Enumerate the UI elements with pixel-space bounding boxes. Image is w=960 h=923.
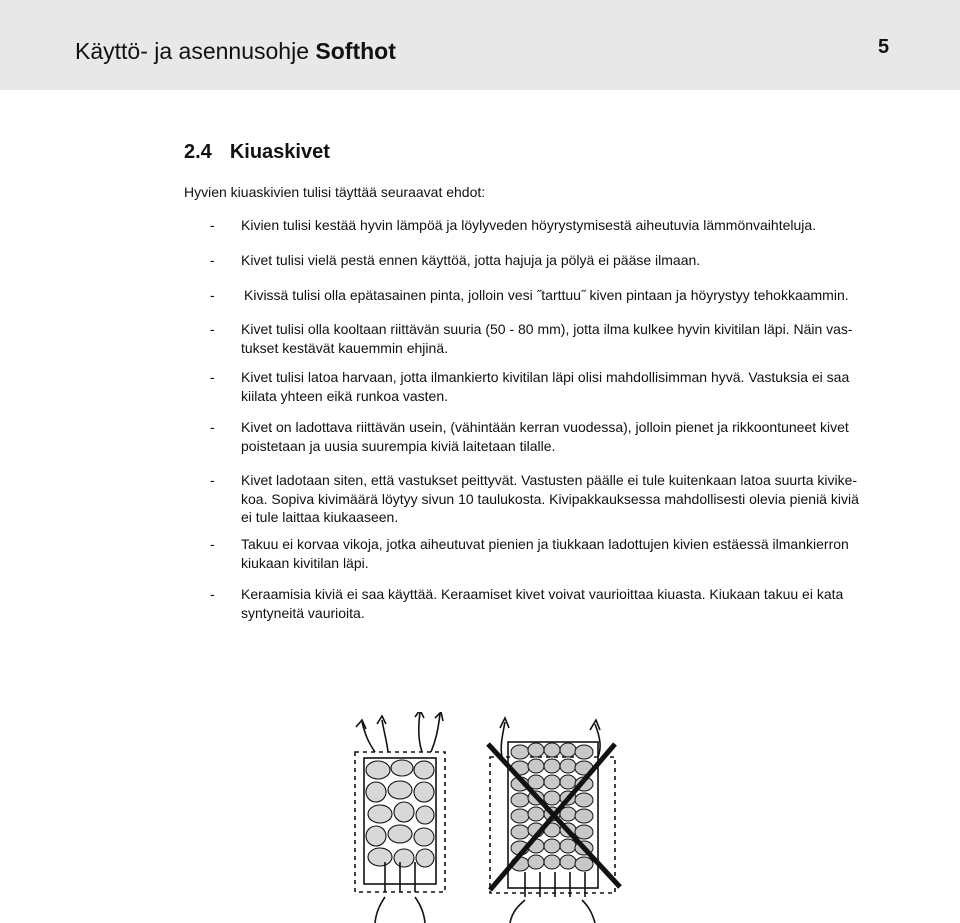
bullet-text (241, 535, 891, 572)
stone-placement-figures (330, 712, 890, 923)
bullet-line: Kivet tulisi latoa harvaan, jotta ilmankierto kivitilan läpi olisi mahdollisimman hyvä. Vastuksia ei saa (241, 369, 850, 385)
bullet-dash: - (210, 217, 215, 233)
title-product: Softhot (315, 38, 396, 64)
bullet-line: Takuu ei korvaa vikoja, jotka aiheutuvat pienien ja tiukkaan ladottujen kivien estäessä ilmankierron (241, 536, 849, 552)
bullet-line: Kivet on ladottava riittävän usein, (vähintään kerran vuodessa), jolloin pienet ja rikkoontuneet kivet (241, 419, 849, 435)
title-prefix: Käyttö- ja asennusohje (75, 38, 316, 64)
page-header (0, 0, 960, 90)
bullet-dash: - (210, 321, 215, 337)
bullet-dash: - (210, 536, 215, 552)
bullet-text (241, 320, 891, 357)
bullet-line: kiukaan kivitilan läpi. (241, 554, 369, 571)
bullet-line: Kivissä tulisi olla epätasainen pinta, jolloin vesi ˝tarttuu˝ kiven pintaan ja höyrystyy tehokkaammin. (244, 287, 849, 303)
bullet-line: syntyneitä vaurioita. (241, 604, 365, 621)
bullet-line: Kivet tulisi vielä pestä ennen käyttöä, jotta hajuja ja pölyä ei pääse ilmaan. (241, 252, 701, 268)
bullet-dash: - (210, 252, 215, 268)
page-number: 5 (878, 36, 890, 58)
bullet-text (241, 251, 891, 270)
intro-text: Hyvien kiuaskivien tulisi täyttää seuraavat ehdot: (184, 184, 486, 200)
correct-placement-figure (355, 712, 445, 923)
bullet-line: Kivet ladotaan siten, että vastukset peittyvät. Vastusten päälle ei tule kuitenkaan latoa suurta kivike- (241, 472, 858, 488)
bullet-line: koa. Sopiva kivimäärä löytyy sivun 10 taulukosta. Kivipakkauksessa mahdollisesti olevia pieniä kiviä (241, 490, 859, 507)
bullet-text (241, 471, 891, 527)
bullet-text (241, 368, 891, 405)
bullet-dash: - (210, 369, 215, 385)
section-heading (184, 141, 330, 164)
bullet-text (241, 418, 891, 455)
bullet-text (244, 286, 894, 305)
bullet-text (241, 216, 891, 235)
bullet-line: Kivet tulisi olla kooltaan riittävän suuria (50 - 80 mm), jotta ilma kulkee hyvin kivitilan läpi. Näin vas- (241, 321, 853, 337)
bullet-line: kiilata yhteen eikä runkoa vasten. (241, 387, 449, 404)
bullet-dash: - (210, 472, 215, 488)
document-title (75, 38, 396, 65)
section-title: Kiuaskivet (229, 141, 330, 163)
bullet-line: Kivien tulisi kestää hyvin lämpöä ja löylyveden höyrystymisestä aiheutuvia lämmönvaihteluja. (241, 217, 817, 233)
bullet-dash: - (210, 586, 215, 602)
bullet-line: Keraamisia kiviä ei saa käyttää. Keraamiset kivet voivat vaurioittaa kiuasta. Kiukaan takuu ei kata (241, 586, 844, 602)
bullet-line: ei tule laittaa kiukaaseen. (241, 509, 399, 525)
bullet-dash: - (210, 287, 215, 303)
incorrect-placement-figure (488, 718, 620, 923)
section-number: 2.4 (184, 141, 212, 163)
bullet-line: tukset kestävät kauemmin ehjinä. (241, 339, 448, 356)
bullet-text (241, 585, 891, 622)
bullet-dash: - (210, 419, 215, 435)
bullet-line: poistetaan ja uusia suurempia kiviä laitetaan tilalle. (241, 437, 556, 454)
